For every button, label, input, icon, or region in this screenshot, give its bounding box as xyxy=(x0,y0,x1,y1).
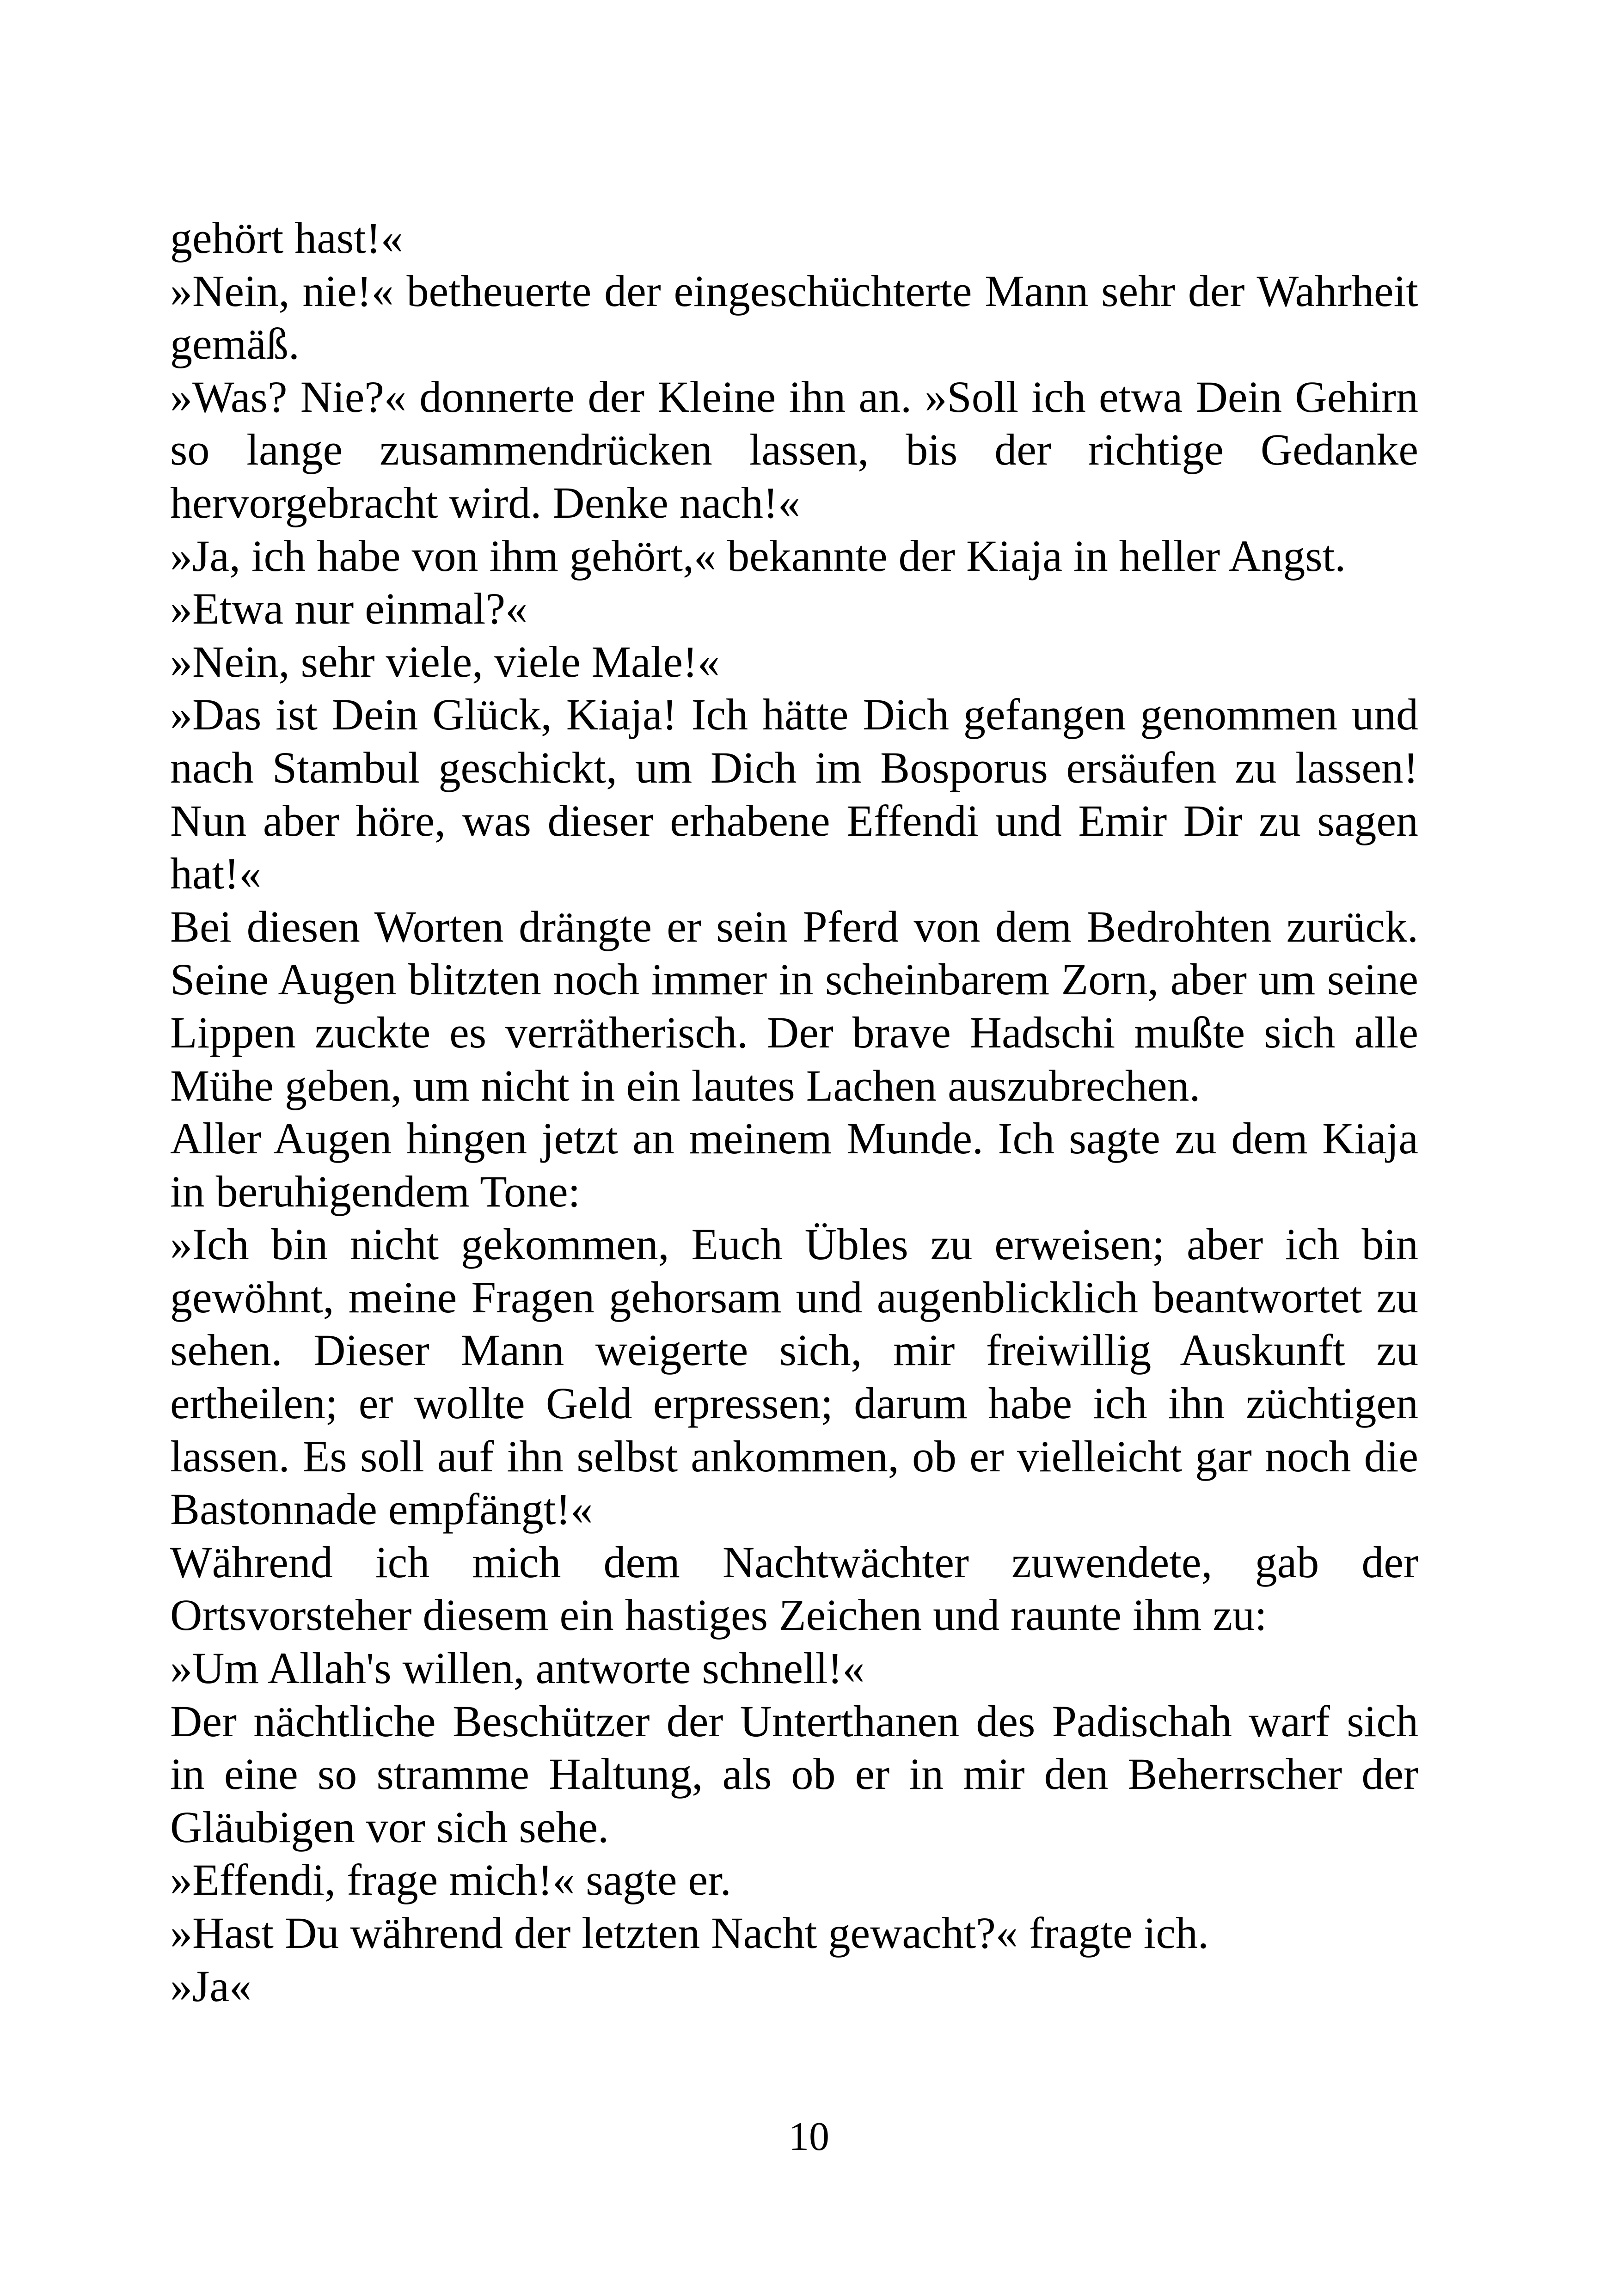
paragraph: Der nächtliche Beschützer der Unterthanen des Padischah warf sich in eine so stramme Haltung, als ob er in mir den Beherrscher der Gläubigen vor sich sehe. xyxy=(170,1696,1418,1852)
page-number: 10 xyxy=(789,2114,829,2159)
paragraph: gehört hast!« xyxy=(170,213,403,263)
paragraph: »Effendi, frage mich!« sagte er. xyxy=(170,1855,731,1905)
paragraph: »Hast Du während der letzten Nacht gewacht?« fragte ich. xyxy=(170,1908,1209,1958)
paragraph: »Ich bin nicht gekommen, Euch Übles zu erweisen; aber ich bin gewöhnt, meine Fragen gehorsam und augenblicklich beantwortet zu sehen. Dieser Mann weigerte sich, mir freiwillig Auskunft zu ertheilen; er wollte Geld erpressen; darum habe ich ihn züchtigen lassen. Es soll auf ihn selbst ankommen, ob er vielleicht gar noch die Bastonnade empfängt!« xyxy=(170,1219,1418,1534)
paragraph: »Etwa nur einmal?« xyxy=(170,584,528,634)
paragraph: »Um Allah's willen, antworte schnell!« xyxy=(170,1643,865,1693)
body-text xyxy=(170,212,1418,2013)
paragraph: Bei diesen Worten drängte er sein Pferd von dem Bedrohten zurück. Seine Augen blitzten noch immer in scheinbarem Zorn, aber um seine Lippen zuckte es verrätherisch. Der brave Hadschi mußte sich alle Mühe geben, um nicht in ein lautes Lachen auszubrechen. xyxy=(170,901,1418,1110)
paragraph: »Nein, nie!« betheuerte der eingeschüchterte Mann sehr der Wahrheit gemäß. xyxy=(170,266,1418,369)
paragraph: »Ja« xyxy=(170,1961,251,2011)
paragraph: »Das ist Dein Glück, Kiaja! Ich hätte Dich gefangen genommen und nach Stambul geschickt, um Dich im Bosporus ersäufen zu lassen! Nun aber höre, was dieser erhabene Effendi und Emir Dir zu sagen hat!« xyxy=(170,690,1418,899)
paragraph: »Ja, ich habe von ihm gehört,« bekannte der Kiaja in heller Angst. xyxy=(170,531,1346,581)
paragraph: Während ich mich dem Nachtwächter zuwendete, gab der Ortsvorsteher diesem ein hastiges Zeichen und raunte ihm zu: xyxy=(170,1537,1418,1640)
paragraph: »Nein, sehr viele, viele Male!« xyxy=(170,637,720,686)
paragraph: »Was? Nie?« donnerte der Kleine ihn an. »Soll ich etwa Dein Gehirn so lange zusammendrücken lassen, bis der richtige Gedanke hervorgebracht wird. Denke nach!« xyxy=(170,372,1418,527)
paragraph: Aller Augen hingen jetzt an meinem Munde. Ich sagte zu dem Kiaja in beruhigendem Tone: xyxy=(170,1114,1418,1216)
